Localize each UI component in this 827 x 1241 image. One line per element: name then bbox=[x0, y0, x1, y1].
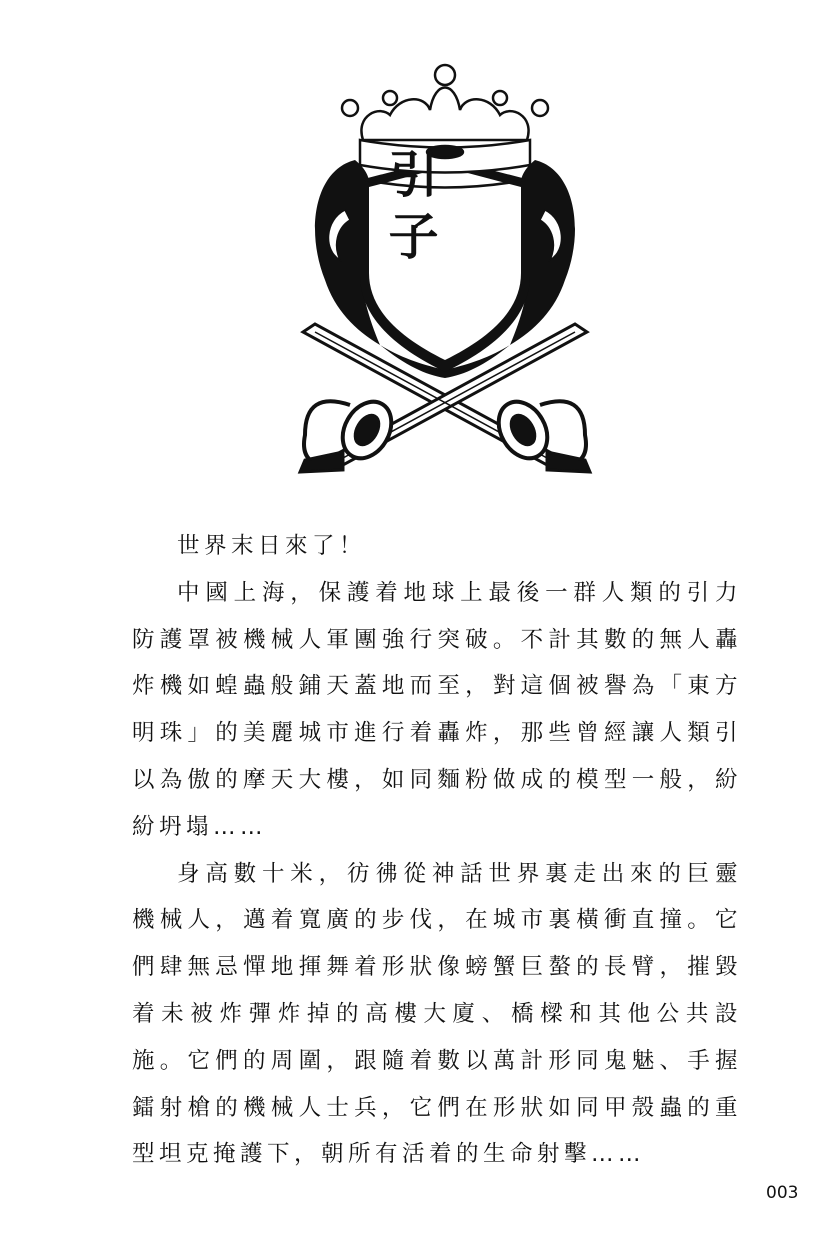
paragraph: 世界末日來了！ bbox=[177, 533, 367, 559]
paragraph: 身高數十米，彷彿從神話世界裏走出來的巨靈機械人，邁着寬廣的步伐，在城市裏橫衝直撞。它們肆無忌憚地揮舞着形狀像螃蟹巨螯的長臂，摧毀着未被炸彈炸掉的高樓大廈、橋樑和其他公共設施。它們的周圍，跟隨着數以萬計形同鬼魅、手握鐳射槍的機械人士兵，它們在形狀如同甲殼蟲的重型坦克掩護下，朝所有活着的生命射擊…… bbox=[132, 860, 742, 1168]
chapter-title-line1: 引 bbox=[388, 145, 439, 204]
chapter-emblem bbox=[285, 60, 605, 480]
paragraph: 中國上海，保護着地球上最後一群人類的引力防護罩被機械人軍團強行突破。不計其數的無人轟炸機如蝗蟲般鋪天蓋地而至，對這個被譽為「東方明珠」的美麗城市進行着轟炸，那些曾經讓人類引以為傲的摩天大樓，如同麵粉做成的模型一般，紛紛坍塌…… bbox=[132, 579, 742, 840]
page-number: 003 bbox=[766, 1183, 799, 1203]
body-text bbox=[132, 523, 742, 1178]
chapter-title-line2: 子 bbox=[388, 207, 439, 266]
emblem-graphic bbox=[285, 60, 605, 480]
